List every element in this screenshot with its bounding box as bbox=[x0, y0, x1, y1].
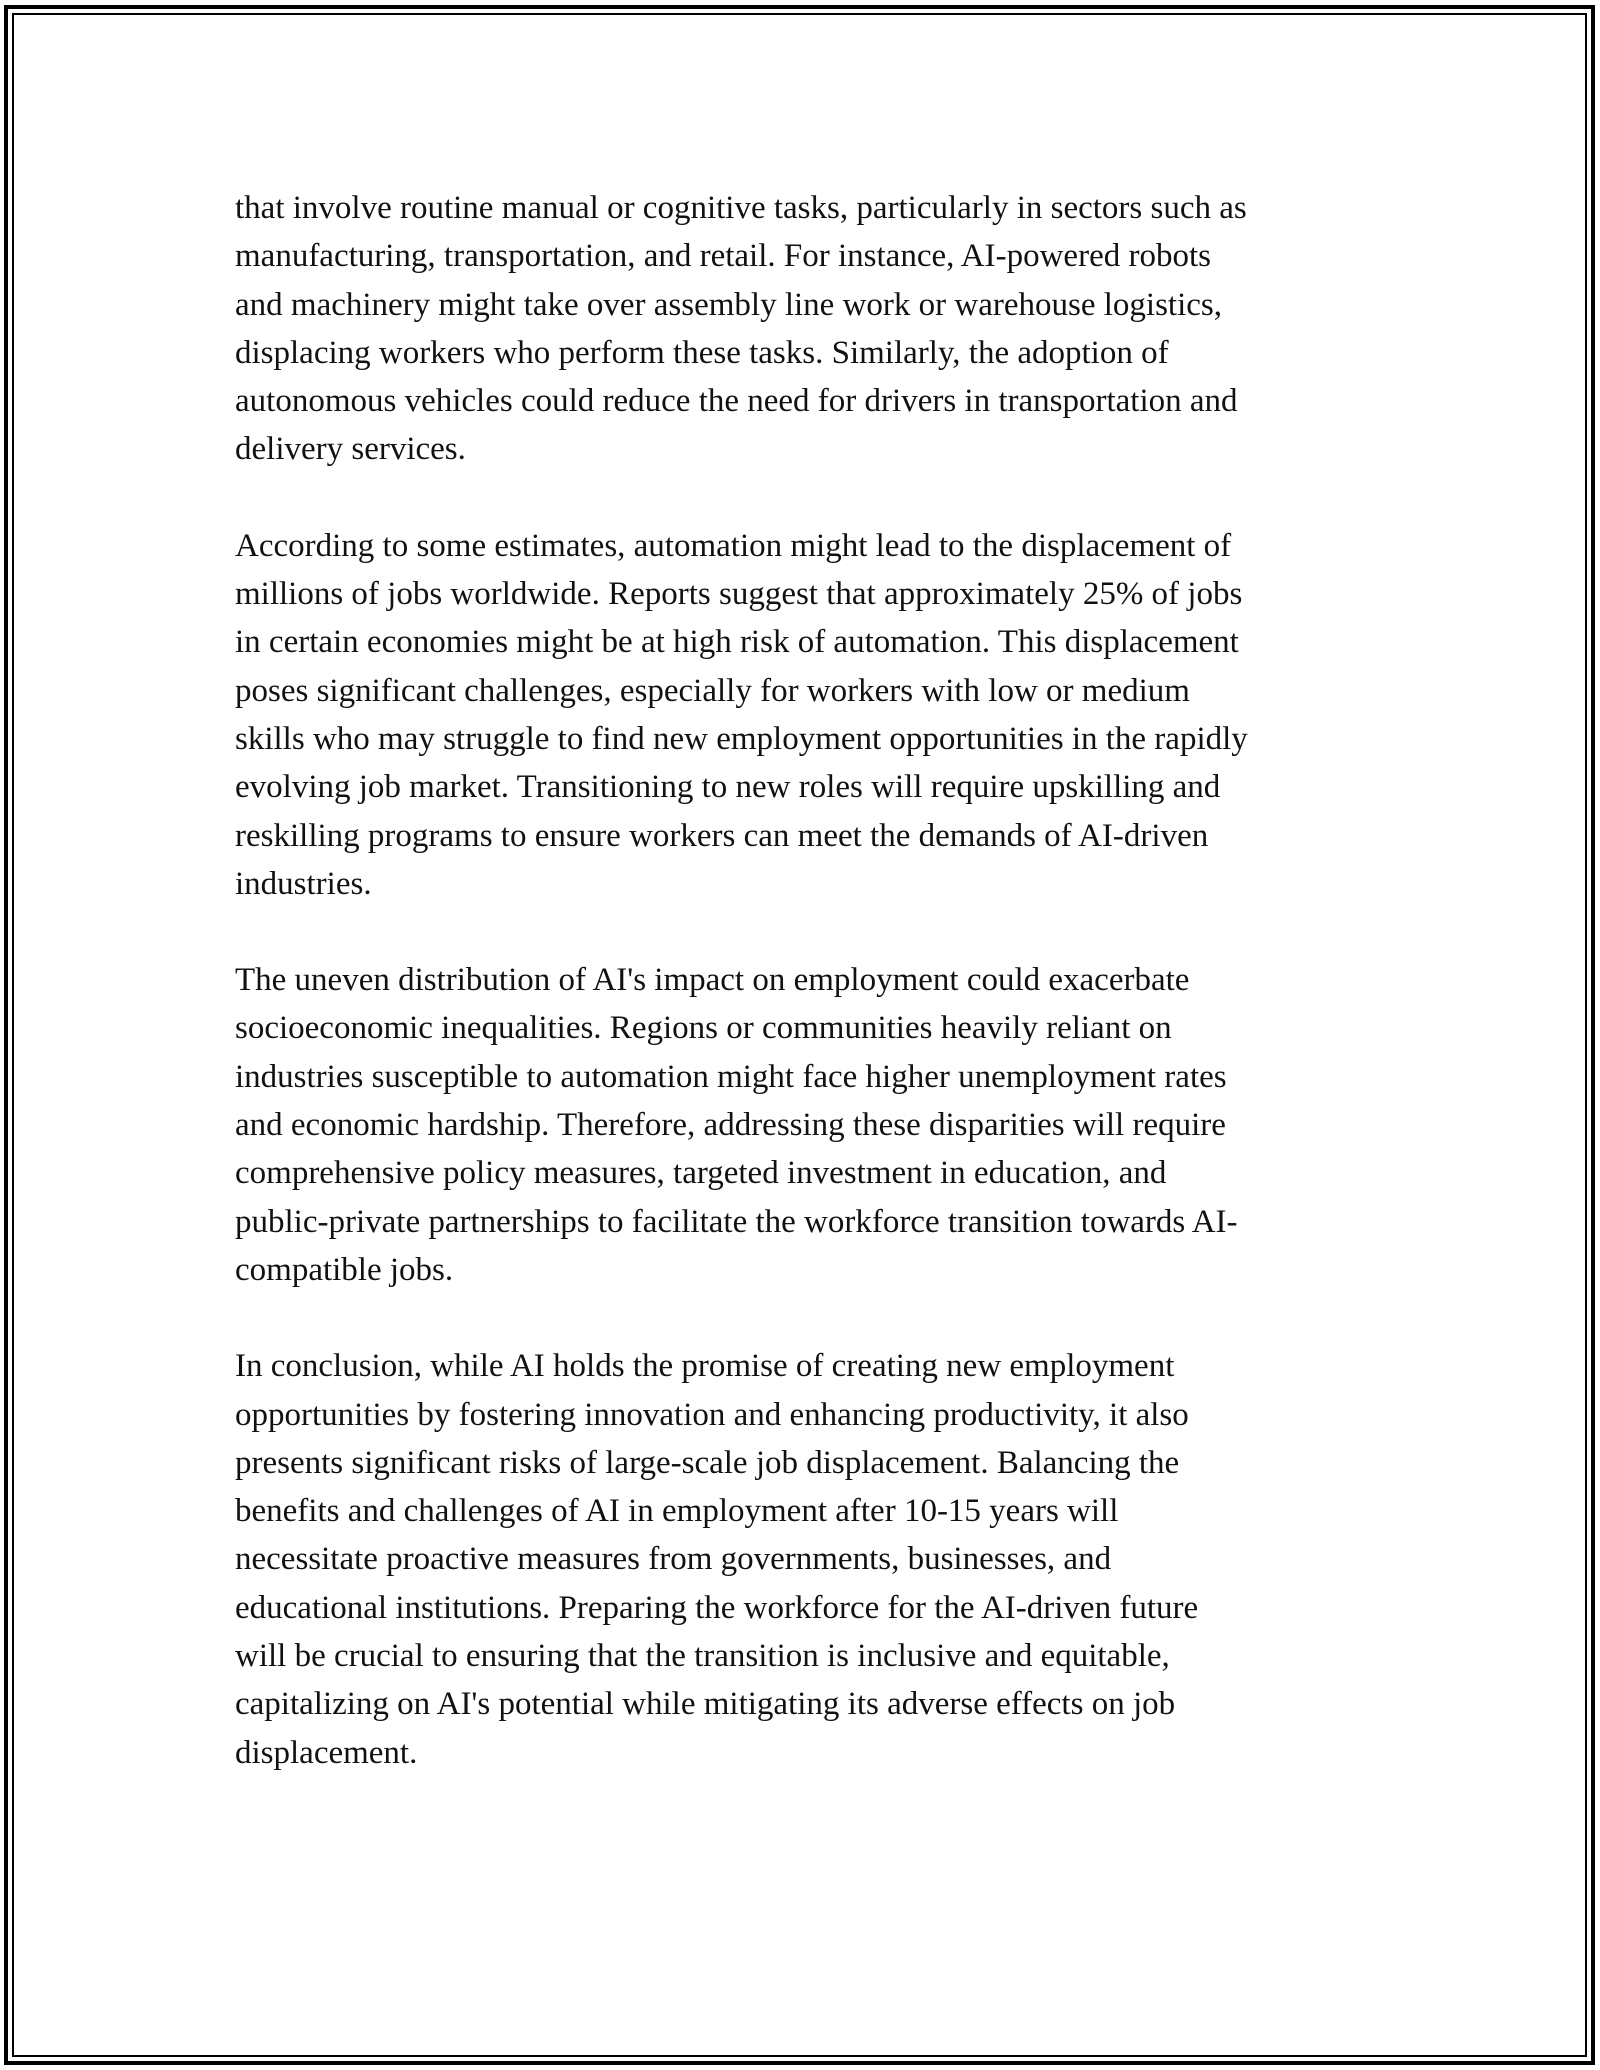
text-line: reskilling programs to ensure workers can meet the demands of AI-driven bbox=[235, 817, 1209, 854]
text-line: poses significant challenges, especially for workers with low or medium bbox=[235, 672, 1190, 709]
paragraph-conclusion bbox=[235, 1342, 1375, 1777]
text-line: industries. bbox=[235, 865, 372, 902]
text-line: will be crucial to ensuring that the transition is inclusive and equitable, bbox=[235, 1638, 1170, 1675]
text-line: manufacturing, transportation, and retail. For instance, AI-powered robots bbox=[235, 238, 1211, 275]
text-line: millions of jobs worldwide. Reports suggest that approximately 25% of jobs bbox=[235, 576, 1243, 613]
text-line: skills who may struggle to find new employment opportunities in the rapidly bbox=[235, 720, 1248, 757]
text-line: benefits and challenges of AI in employment after 10-15 years will bbox=[235, 1493, 1119, 1530]
text-line: in certain economies might be at high risk of automation. This displacement bbox=[235, 624, 1239, 661]
text-line: socioeconomic inequalities. Regions or communities heavily reliant on bbox=[235, 1010, 1172, 1047]
text-line: presents significant risks of large-scale job displacement. Balancing the bbox=[235, 1444, 1180, 1481]
text-line: According to some estimates, automation might lead to the displacement of bbox=[235, 527, 1232, 564]
text-line: The uneven distribution of AI's impact on employment could exacerbate bbox=[235, 962, 1190, 999]
text-line: autonomous vehicles could reduce the need for drivers in transportation and bbox=[235, 383, 1238, 420]
text-line: comprehensive policy measures, targeted investment in education, and bbox=[235, 1155, 1167, 1192]
text-line: delivery services. bbox=[235, 431, 466, 468]
text-line: opportunities by fostering innovation and enhancing productivity, it also bbox=[235, 1396, 1189, 1433]
document-body bbox=[235, 184, 1375, 1825]
text-line: and machinery might take over assembly line work or warehouse logistics, bbox=[235, 286, 1222, 323]
text-line: public-private partnerships to facilitate the workforce transition towards AI- bbox=[235, 1203, 1238, 1240]
text-line: that involve routine manual or cognitive tasks, particularly in sectors such as bbox=[235, 190, 1247, 226]
text-line: capitalizing on AI's potential while mitigating its adverse effects on job bbox=[235, 1686, 1176, 1723]
text-line: displacement. bbox=[235, 1734, 418, 1771]
text-line: educational institutions. Preparing the workforce for the AI-driven future bbox=[235, 1589, 1199, 1626]
text-line: necessitate proactive measures from governments, businesses, and bbox=[235, 1541, 1112, 1578]
paragraph-automation-estimates bbox=[235, 522, 1375, 908]
text-line: compatible jobs. bbox=[235, 1251, 454, 1288]
text-line: displacing workers who perform these tasks. Similarly, the adoption of bbox=[235, 334, 1169, 371]
paragraph-socioeconomic-inequalities bbox=[235, 956, 1375, 1294]
text-line: In conclusion, while AI holds the promise of creating new employment bbox=[235, 1348, 1175, 1385]
paragraph-job-displacement-sectors bbox=[235, 184, 1375, 474]
text-line: and economic hardship. Therefore, addressing these disparities will require bbox=[235, 1107, 1226, 1144]
text-line: evolving job market. Transitioning to new roles will require upskilling and bbox=[235, 769, 1221, 806]
text-line: industries susceptible to automation might face higher unemployment rates bbox=[235, 1058, 1227, 1095]
